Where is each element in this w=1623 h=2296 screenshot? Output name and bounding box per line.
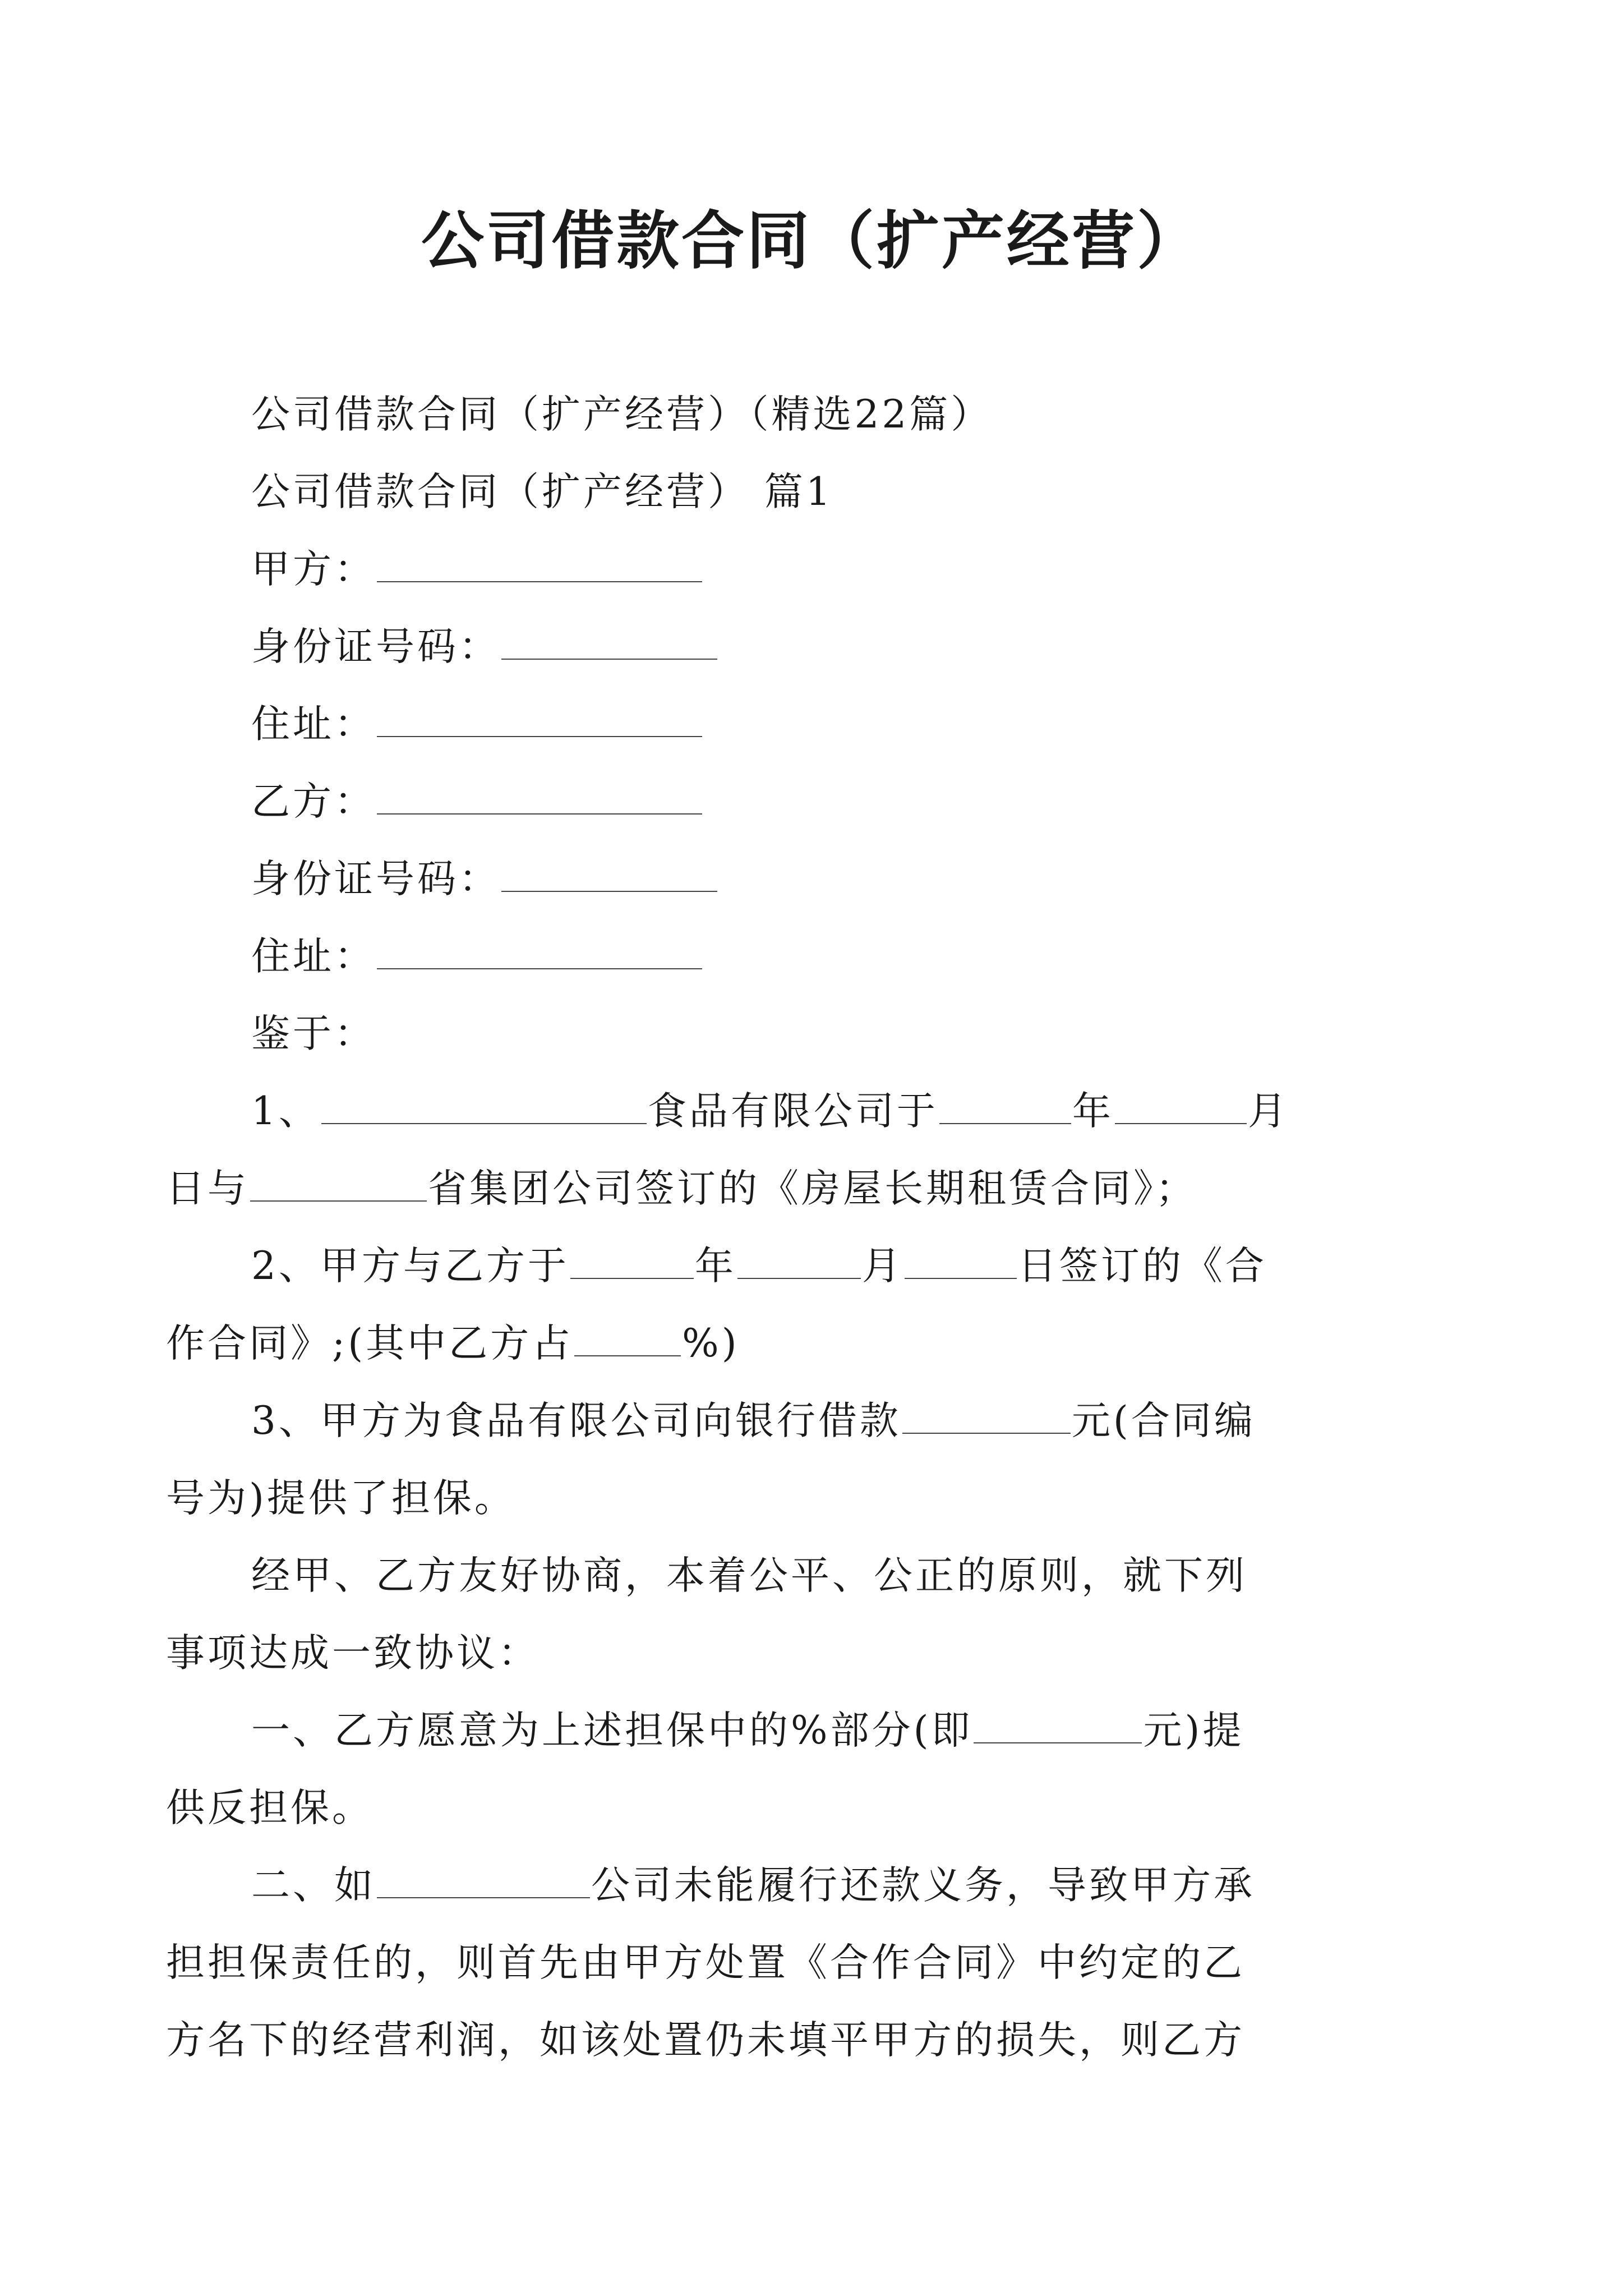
party-b-line: [251, 763, 1390, 840]
article2-line1: [251, 1847, 1390, 1924]
clauses-block-2: [166, 1150, 1390, 2079]
party-b-address-line: [251, 918, 1390, 995]
clause3-line1: [251, 1382, 1390, 1460]
clause2-line2-end: %): [682, 1321, 740, 1366]
clause1-text: 食品有限公司于: [647, 1089, 938, 1134]
clause2-line2: [166, 1305, 1390, 1382]
agree-line2: 事项达成一致协议：: [166, 1631, 540, 1676]
party-b-id-label: 身份证号码：: [251, 857, 500, 901]
clause1-year-label: 年: [1072, 1089, 1114, 1134]
clause2-percent-blank: [574, 1322, 681, 1356]
clause2-day-blank: [905, 1244, 1017, 1279]
party-a-address-label: 住址：: [251, 702, 376, 747]
clause2-text: 2、甲方与乙方于: [251, 1244, 569, 1289]
article2-company-blank: [377, 1864, 590, 1898]
document-body: [251, 376, 1390, 1073]
party-b-address-blank: [377, 935, 702, 969]
section-heading: 公司借款合同（扩产经营） 篇1: [251, 470, 833, 514]
clause2-line1: [251, 1227, 1390, 1305]
clause1-prefix: 1、: [251, 1089, 320, 1134]
clause2-line2-text: 作合同》;(其中乙方占: [166, 1321, 574, 1366]
clause1-month-blank: [1115, 1089, 1247, 1124]
clause1-year-blank: [939, 1089, 1071, 1124]
clause2-text-b: 日签订的《合: [1017, 1244, 1267, 1289]
article2-text-b: 公司未能履行还款义务，导致甲方承: [591, 1863, 1255, 1908]
party-a-id-blank: [501, 625, 717, 660]
party-b-address-label: 住址：: [251, 934, 376, 979]
article1-text-b: 元)提: [1143, 1708, 1244, 1753]
party-b-blank: [377, 780, 702, 815]
clause1-line2-text: 省集团公司签订的《房屋长期租赁合同》；: [428, 1166, 1197, 1211]
clause2-year-label: 年: [694, 1244, 736, 1289]
party-a-id-label: 身份证号码：: [251, 624, 500, 669]
clause1-month-label: 月: [1247, 1089, 1289, 1134]
article1-line1: [251, 1692, 1390, 1769]
clause3-text: 3、甲方为食品有限公司向银行借款: [251, 1398, 901, 1443]
clause3-line2: 号为)提供了担保。: [166, 1476, 516, 1521]
party-a-address-line: [251, 685, 1390, 763]
document-title: 公司借款合同（扩产经营）: [421, 204, 1202, 278]
article2-line2: 担担保责任的，则首先由甲方处置《合作合同》中约定的乙: [166, 1940, 1245, 1985]
clause1-line1: [251, 1073, 1390, 1150]
clause1-day-label: 日与: [166, 1166, 249, 1211]
party-a-id-line: [251, 608, 1390, 685]
clauses-block: [251, 1073, 1390, 1150]
subtitle: 公司借款合同（扩产经营）（精选22篇）: [251, 392, 993, 437]
whereas-label: 鉴于：: [251, 1011, 376, 1056]
clause1-line2: [166, 1150, 1390, 1227]
party-a-address-blank: [377, 702, 702, 737]
article2-line3: 方名下的经营利润，如该处置仍未填平甲方的损失，则乙方: [166, 2018, 1245, 2063]
clause2-year-blank: [570, 1244, 694, 1279]
party-b-label: 乙方：: [251, 779, 376, 824]
clause2-month-blank: [737, 1244, 861, 1279]
article1-text: 一、乙方愿意为上述担保中的%部分(即: [251, 1708, 973, 1753]
agree-line1: 经甲、乙方友好协商，本着公平、公正的原则，就下列: [251, 1553, 1247, 1598]
article2-text: 二、如: [251, 1863, 376, 1908]
party-a-line: [251, 531, 1390, 608]
clause3-text-b: 元(合同编: [1071, 1398, 1256, 1443]
party-b-id-line: [251, 840, 1390, 918]
clause2-month-label: 月: [861, 1244, 903, 1289]
clause3-amount-blank: [902, 1399, 1071, 1434]
party-a-label: 甲方：: [251, 547, 376, 592]
article1-line2: 供反担保。: [166, 1786, 374, 1830]
clause1-province-blank: [250, 1167, 427, 1202]
party-b-id-blank: [501, 857, 717, 892]
party-a-blank: [377, 547, 702, 582]
article1-amount-blank: [974, 1709, 1142, 1743]
clause1-company-blank: [321, 1089, 647, 1124]
